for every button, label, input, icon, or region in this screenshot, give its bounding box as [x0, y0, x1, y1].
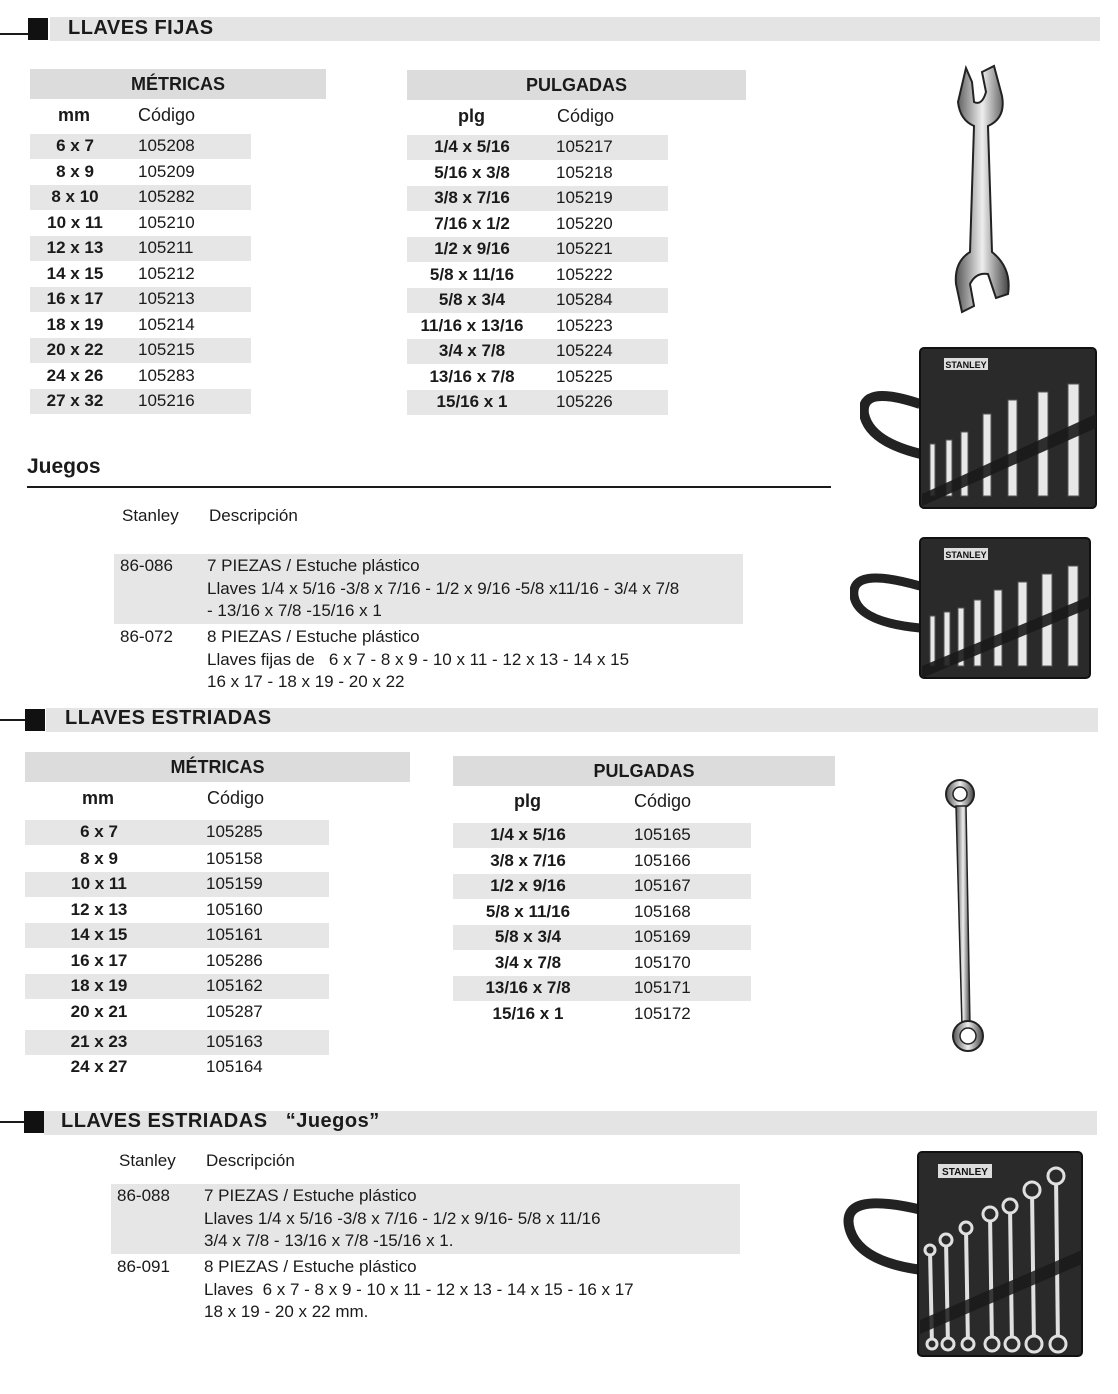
- table-row: [453, 976, 751, 1001]
- table-row: [453, 849, 751, 874]
- size-cell: 12 x 13: [46, 238, 104, 257]
- code-cell: 105223: [556, 315, 613, 335]
- size-cell: 14 x 15: [46, 263, 104, 283]
- size-cell: 5/8 x 11/16: [485, 901, 571, 921]
- table-row: [453, 1002, 751, 1027]
- size-cell: 12 x 13: [70, 900, 128, 919]
- table-row: [25, 1000, 329, 1025]
- stanley-code: 86-088: [117, 1186, 170, 1205]
- wrench-set-86-072-image: [850, 536, 1094, 682]
- size-cell: 3/8 x 7/16: [434, 188, 510, 207]
- description-line: 7 PIEZAS / Estuche plástico: [204, 1186, 417, 1205]
- code-cell: 105214: [138, 314, 195, 334]
- size-cell: 24 x 27: [70, 1057, 128, 1076]
- code-cell: 105285: [206, 822, 263, 841]
- description-line: 18 x 19 - 20 x 22 mm.: [204, 1302, 369, 1321]
- table-row: [453, 874, 751, 899]
- table-row: [30, 338, 251, 363]
- size-cell: 1/2 x 9/16: [434, 239, 510, 258]
- code-cell: 105170: [634, 952, 691, 972]
- code-cell: 105218: [556, 162, 613, 182]
- section-title-estriadas: LLAVES ESTRIADAS: [65, 707, 272, 729]
- table-row: [30, 236, 251, 261]
- juegos-rule: [27, 486, 831, 488]
- size-cell: 1/4 x 5/16: [490, 825, 566, 844]
- table-row: [30, 211, 251, 236]
- size-cell: 1/2 x 9/16: [490, 876, 566, 895]
- table-row: [407, 263, 668, 288]
- size-cell: 10 x 11: [47, 212, 103, 232]
- table-row: [25, 949, 329, 974]
- juegos-col-desc: Descripción: [209, 506, 298, 525]
- wrench-set-86-088-image: [842, 1150, 1086, 1360]
- wrench-set-86-072-brand: STANLEY: [945, 550, 987, 560]
- list-item: [111, 1255, 740, 1325]
- code-cell: 105210: [138, 212, 195, 232]
- table-row: [407, 288, 668, 313]
- size-cell: 6 x 7: [80, 822, 118, 841]
- table-row: [407, 237, 668, 262]
- code-cell: 105167: [634, 876, 691, 895]
- size-cell: 16 x 17: [46, 289, 104, 308]
- wrench-set-86-086-brand: STANLEY: [945, 360, 987, 370]
- table-row: [30, 160, 251, 185]
- fijas-metric-col-code: Código: [138, 105, 196, 125]
- size-cell: 5/8 x 11/16: [429, 264, 515, 284]
- table-row: [30, 389, 251, 414]
- stanley-code: 86-072: [120, 627, 173, 646]
- list-item: [114, 625, 743, 695]
- description-line: Llaves 6 x 7 - 8 x 9 - 10 x 11 - 12 x 13 - 14 x 15 - 16 x 17: [204, 1279, 634, 1299]
- table-row: [407, 212, 668, 237]
- code-cell: 105287: [206, 1002, 263, 1021]
- table-row: [30, 134, 251, 159]
- set-description: [207, 626, 629, 694]
- code-cell: 105224: [556, 341, 613, 360]
- description-line: 8 PIEZAS / Estuche plástico: [204, 1257, 417, 1276]
- table-row: [30, 185, 251, 210]
- size-cell: 21 x 23: [70, 1032, 128, 1051]
- code-cell: 105219: [556, 188, 613, 207]
- code-cell: 105163: [206, 1032, 263, 1051]
- table-row: [25, 923, 329, 948]
- stanley-code: 86-086: [120, 556, 173, 575]
- section-marker-estriadas-juegos: [24, 1111, 44, 1133]
- code-cell: 105283: [138, 365, 195, 385]
- estriadas-inch-header: PULGADAS: [453, 756, 835, 786]
- code-cell: 105216: [138, 391, 195, 410]
- size-cell: 8 x 9: [80, 849, 118, 868]
- size-cell: 15/16 x 1: [436, 392, 508, 411]
- code-cell: 105172: [634, 1003, 691, 1023]
- code-cell: 105225: [556, 366, 613, 386]
- table-row: [25, 974, 329, 999]
- code-cell: 105162: [206, 976, 263, 995]
- description-line: - 13/16 x 7/8 -15/16 x 1: [207, 601, 382, 620]
- set-description: [207, 555, 679, 623]
- code-cell: 105213: [138, 289, 195, 308]
- code-cell: 105166: [634, 850, 691, 870]
- table-row: [30, 313, 251, 338]
- code-cell: 105164: [206, 1057, 263, 1076]
- size-cell: 15/16 x 1: [492, 1003, 564, 1023]
- section-title-fijas: LLAVES FIJAS: [68, 17, 214, 39]
- section-marker-fijas: [28, 18, 48, 40]
- code-cell: 105226: [556, 392, 613, 411]
- table-row: [407, 314, 668, 339]
- fijas-inch-col-size: plg: [458, 106, 485, 126]
- size-cell: 10 x 11: [71, 874, 127, 893]
- code-cell: 105215: [138, 340, 195, 359]
- size-cell: 6 x 7: [56, 136, 94, 155]
- description-line: 3/4 x 7/8 - 13/16 x 7/8 -15/16 x 1.: [204, 1231, 454, 1250]
- table-row: [25, 1055, 329, 1080]
- description-line: 16 x 17 - 18 x 19 - 20 x 22: [207, 672, 405, 691]
- size-cell: 1/4 x 5/16: [434, 137, 510, 156]
- list-item: [111, 1184, 740, 1254]
- code-cell: 105284: [556, 290, 613, 309]
- fijas-metric-col-size: mm: [58, 105, 91, 125]
- size-cell: 8 x 10: [51, 187, 99, 206]
- code-cell: 105168: [634, 901, 691, 921]
- table-row: [453, 925, 751, 950]
- size-cell: 20 x 22: [46, 340, 104, 359]
- stanley-code: 86-091: [117, 1257, 170, 1276]
- code-cell: 105160: [206, 900, 263, 919]
- table-row: [25, 847, 329, 872]
- code-cell: 105211: [138, 238, 194, 257]
- description-line: Llaves fijas de 6 x 7 - 8 x 9 - 10 x 11 - 12 x 13 - 14 x 15: [207, 649, 630, 669]
- size-cell: 18 x 19: [70, 976, 128, 995]
- wrench-set-86-088-brand: STANLEY: [942, 1167, 988, 1178]
- code-cell: 105221: [556, 239, 613, 258]
- estriadas-inch-col-size: plg: [514, 791, 541, 811]
- estriadas-juegos-col-code: Stanley: [119, 1151, 176, 1170]
- size-cell: 8 x 9: [56, 161, 94, 181]
- size-cell: 13/16 x 7/8: [485, 978, 571, 997]
- code-cell: 105161: [206, 925, 263, 944]
- size-cell: 5/8 x 3/4: [438, 290, 506, 309]
- size-cell: 20 x 21: [70, 1002, 128, 1021]
- size-cell: 27 x 32: [46, 391, 104, 410]
- size-cell: 7/16 x 1/2: [434, 213, 510, 233]
- size-cell: 16 x 17: [70, 951, 128, 970]
- table-row: [30, 364, 251, 389]
- table-row: [30, 262, 251, 287]
- code-cell: 105165: [634, 825, 691, 844]
- set-description: [204, 1256, 634, 1324]
- code-cell: 105286: [206, 951, 263, 970]
- table-row: [453, 951, 751, 976]
- table-row: [453, 823, 751, 848]
- description-line: 8 PIEZAS / Estuche plástico: [207, 627, 420, 646]
- code-cell: 105222: [556, 264, 613, 284]
- size-cell: 5/8 x 3/4: [494, 927, 562, 946]
- size-cell: 14 x 15: [70, 925, 128, 944]
- juegos-title: Juegos: [27, 455, 101, 478]
- set-description: [204, 1185, 601, 1253]
- table-row: [25, 872, 329, 897]
- code-cell: 105220: [556, 213, 613, 233]
- table-row: [407, 186, 668, 211]
- estriadas-metric-col-code: Código: [207, 788, 265, 808]
- size-cell: 11/16 x 13/16: [420, 315, 524, 335]
- table-row: [25, 820, 329, 845]
- list-item: [114, 554, 743, 624]
- section-title-estriadas-juegos: LLAVES ESTRIADAS “Juegos”: [61, 1110, 380, 1132]
- code-cell: 105212: [138, 263, 195, 283]
- estriadas-metric-header: MÉTRICAS: [25, 752, 410, 782]
- estriadas-juegos-col-desc: Descripción: [206, 1151, 295, 1170]
- estriadas-metric-col-size: mm: [82, 788, 115, 808]
- description-line: 7 PIEZAS / Estuche plástico: [207, 556, 420, 575]
- juegos-col-code: Stanley: [122, 506, 179, 525]
- description-line: Llaves 1/4 x 5/16 -3/8 x 7/16 - 1/2 x 9/16- 5/8 x 11/16: [204, 1208, 601, 1228]
- code-cell: 105208: [138, 136, 195, 155]
- wrench-set-86-086-image: [860, 344, 1100, 510]
- table-row: [453, 900, 751, 925]
- code-cell: 105158: [206, 849, 263, 868]
- table-row: [407, 390, 668, 415]
- table-row: [407, 339, 668, 364]
- fijas-inch-col-code: Código: [557, 106, 615, 126]
- code-cell: 105169: [634, 927, 691, 946]
- table-row: [407, 135, 668, 160]
- fijas-inch-header: PULGADAS: [407, 70, 746, 100]
- size-cell: 13/16 x 7/8: [429, 366, 515, 386]
- table-row: [25, 898, 329, 923]
- table-row: [30, 287, 251, 312]
- section-marker-estriadas: [25, 709, 45, 731]
- open-end-wrench-image: [940, 62, 1020, 320]
- code-cell: 105209: [138, 161, 195, 181]
- description-line: Llaves 1/4 x 5/16 -3/8 x 7/16 - 1/2 x 9/16 -5/8 x11/16 - 3/4 x 7/8: [207, 578, 680, 598]
- size-cell: 3/8 x 7/16: [490, 850, 566, 870]
- size-cell: 18 x 19: [46, 314, 104, 334]
- size-cell: 5/16 x 3/8: [434, 162, 510, 182]
- table-row: [407, 365, 668, 390]
- code-cell: 105217: [556, 137, 613, 156]
- size-cell: 3/4 x 7/8: [438, 341, 506, 360]
- table-row: [25, 1030, 329, 1055]
- box-end-wrench-image: [940, 776, 990, 1058]
- code-cell: 105282: [138, 187, 195, 206]
- estriadas-inch-col-code: Código: [634, 791, 692, 811]
- size-cell: 3/4 x 7/8: [494, 952, 562, 972]
- code-cell: 105171: [634, 978, 691, 997]
- table-row: [407, 161, 668, 186]
- fijas-metric-header: MÉTRICAS: [30, 69, 326, 99]
- size-cell: 24 x 26: [46, 365, 104, 385]
- code-cell: 105159: [206, 874, 263, 893]
